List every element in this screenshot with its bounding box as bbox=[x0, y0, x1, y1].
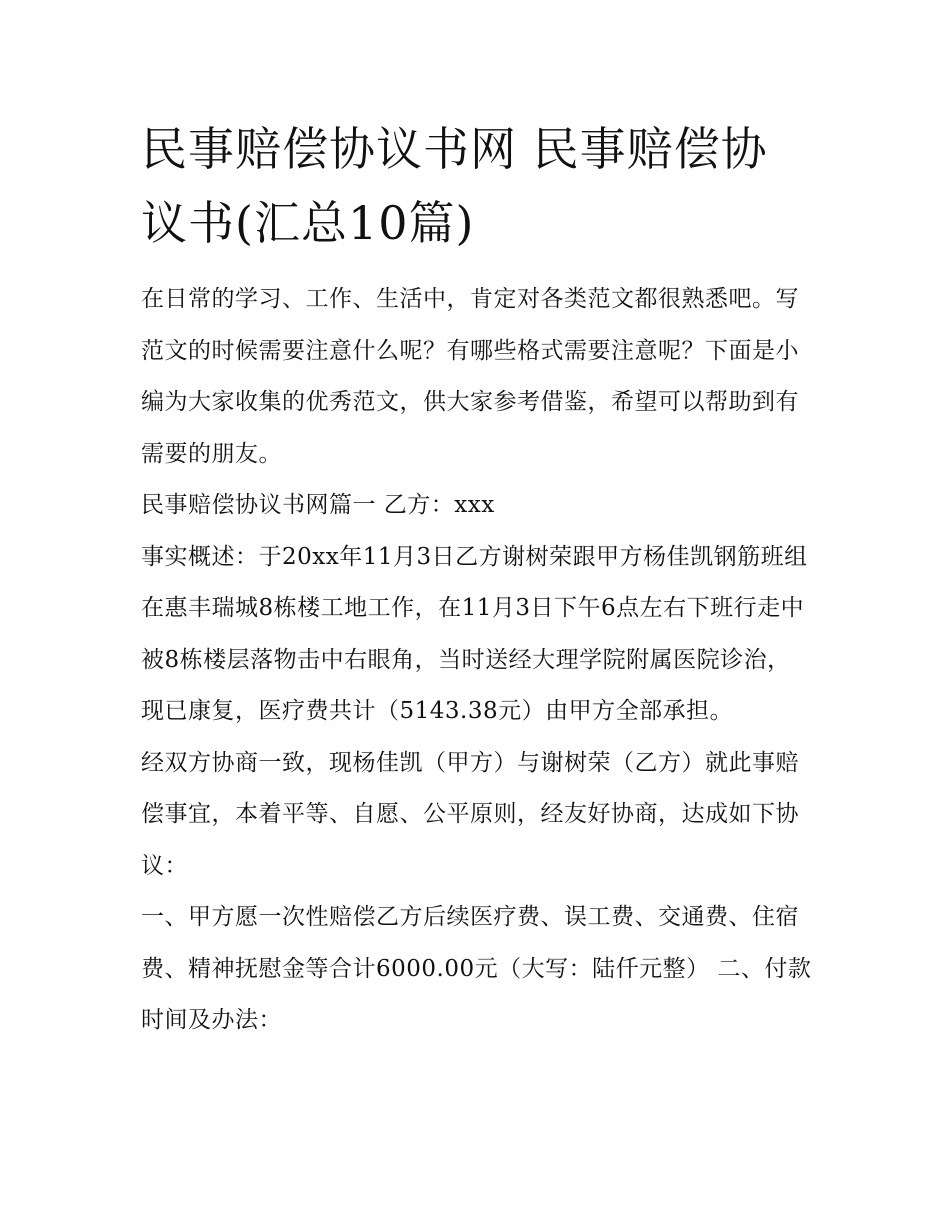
section-heading-paragraph: 民事赔偿协议书网篇一 乙方：xxx bbox=[141, 492, 495, 518]
agreement-intro-paragraph: 经双方协商一致，现杨佳凯（甲方）与谢树荣（乙方）就此事赔偿事宜，本着平等、自愿、公平原则，经友好协商，达成如下协议： bbox=[141, 749, 799, 879]
document-body bbox=[141, 112, 813, 1047]
document-title: 民事赔偿协议书网 民事赔偿协议书(汇总10篇) bbox=[141, 122, 768, 250]
facts-paragraph: 事实概述：于20xx年11月3日乙方谢树荣跟甲方杨佳凯钢筋班组在惠丰瑞城8栋楼工地工作，在11月3日下午6点左右下班行走中被8栋楼层落物击中右眼角，当时送经大理学院附属医院诊治，现已康复，医疗费共计（5143.38元）由甲方全部承担。 bbox=[141, 543, 808, 724]
intro-paragraph: 在日常的学习、工作、生活中，肯定对各类范文都很熟悉吧。写范文的时候需要注意什么呢？有哪些格式需要注意呢？下面是小编为大家收集的优秀范文，供大家参考借鉴，希望可以帮助到有需要的朋友。 bbox=[141, 286, 799, 467]
clause-paragraph: 一、甲方愿一次性赔偿乙方后续医疗费、误工费、交通费、住宿费、精神抚慰金等合计6000.00元（大写：陆仟元整） 二、付款时间及办法： bbox=[141, 904, 812, 1033]
